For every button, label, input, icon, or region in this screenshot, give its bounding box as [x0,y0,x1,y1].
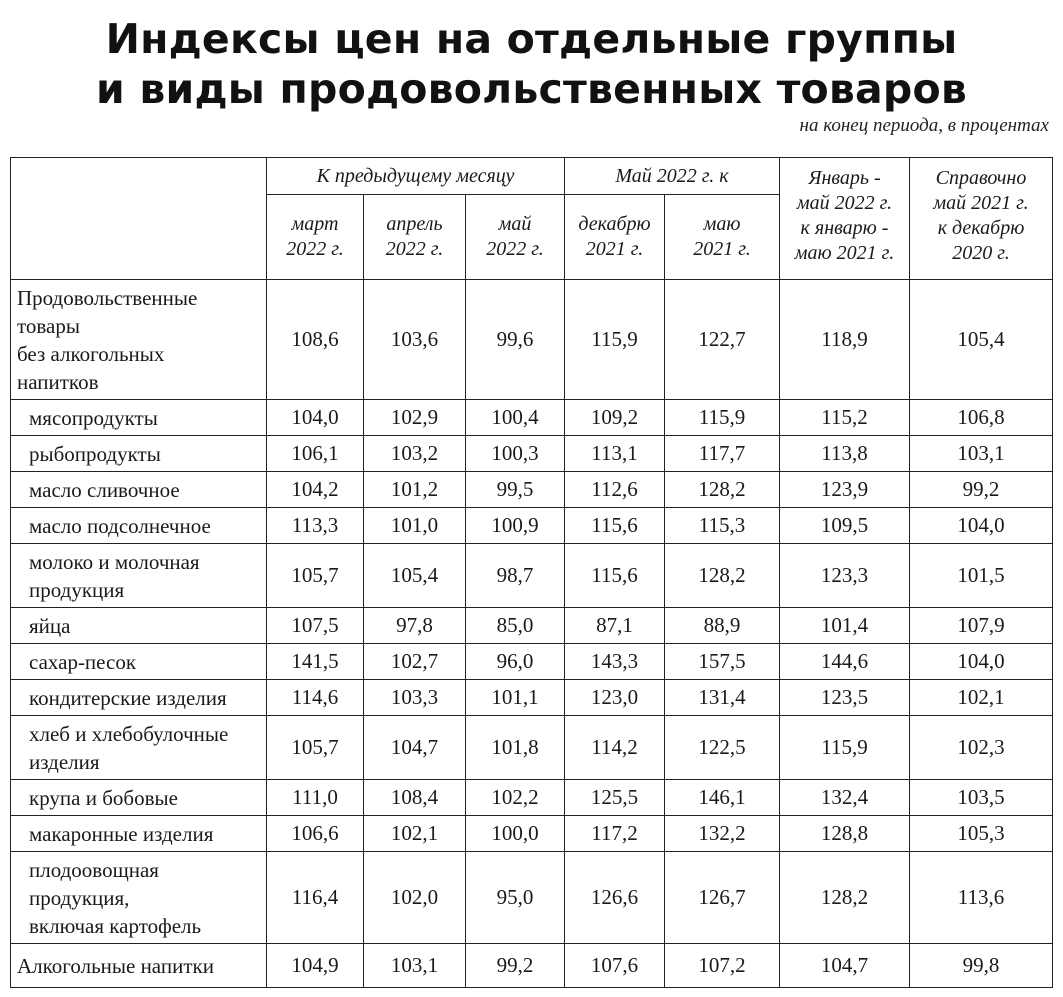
header-may-2022 [466,195,565,280]
row-label-line: товары [17,313,80,338]
row-label [11,644,267,680]
value-cell: 99,2 [910,472,1053,508]
value-cell: 105,7 [267,716,364,780]
row-label-line: рыбопродукты [29,441,161,466]
value-cell: 143,3 [565,644,665,680]
row-label [11,680,267,716]
value-cell: 101,4 [780,608,910,644]
table-row [11,644,1053,680]
value-cell: 102,1 [910,680,1053,716]
row-label-line: без алкогольных [17,341,165,366]
units-note: на конец периода, в процентах [799,115,1049,136]
value-cell: 107,2 [665,944,780,988]
header-march-2022 [267,195,364,280]
table-row [11,544,1053,608]
value-cell: 113,6 [910,852,1053,944]
value-cell: 99,2 [466,944,565,988]
value-cell: 109,5 [780,508,910,544]
value-cell: 122,7 [665,280,780,400]
value-cell: 128,2 [780,852,910,944]
row-label-line: хлеб и хлебобулочные [29,721,229,746]
header-line: Январь - [808,167,881,189]
header-line: 2022 г. [286,238,344,260]
value-cell: 103,2 [364,436,466,472]
value-cell: 107,6 [565,944,665,988]
table-row [11,436,1053,472]
value-cell: 107,5 [267,608,364,644]
value-cell: 144,6 [780,644,910,680]
value-cell: 101,0 [364,508,466,544]
row-label [11,280,267,400]
value-cell: 115,9 [665,400,780,436]
row-label [11,852,267,944]
table-body [11,280,1053,988]
value-cell: 96,0 [466,644,565,680]
row-label [11,472,267,508]
row-label [11,816,267,852]
page-title [0,14,1063,114]
value-cell: 104,9 [267,944,364,988]
value-cell: 103,5 [910,780,1053,816]
row-label [11,608,267,644]
value-cell: 104,2 [267,472,364,508]
header-line: 2022 г. [486,238,544,260]
header-line: маю 2021 г. [794,242,895,264]
table-row [11,508,1053,544]
value-cell: 100,9 [466,508,565,544]
value-cell: 103,6 [364,280,466,400]
header-line: декабрю [578,213,651,235]
header-jan-may [780,158,910,280]
header-line: к декабрю [937,217,1025,239]
value-cell: 102,1 [364,816,466,852]
value-cell: 123,3 [780,544,910,608]
value-cell: 105,4 [364,544,466,608]
table-row [11,400,1053,436]
value-cell: 104,7 [364,716,466,780]
value-cell: 105,7 [267,544,364,608]
header-line: 2020 г. [952,242,1010,264]
table-row [11,780,1053,816]
value-cell: 128,2 [665,544,780,608]
value-cell: 123,0 [565,680,665,716]
header-line: 2022 г. [385,238,444,260]
value-cell: 88,9 [665,608,780,644]
value-cell: 108,6 [267,280,364,400]
row-label-line: кондитерские изделия [29,685,227,710]
row-label-line: изделия [29,749,100,774]
value-cell: 117,7 [665,436,780,472]
row-label-line: крупа и бобовые [29,785,178,810]
value-cell: 117,2 [565,816,665,852]
value-cell: 106,1 [267,436,364,472]
row-label [11,780,267,816]
value-cell: 106,6 [267,816,364,852]
header-line: май 2022 г. [796,192,893,214]
value-cell: 126,7 [665,852,780,944]
value-cell: 102,3 [910,716,1053,780]
value-cell: 115,3 [665,508,780,544]
header-empty-cell [11,158,267,280]
value-cell: 104,7 [780,944,910,988]
table-row [11,680,1053,716]
header-line: 2021 г. [585,238,644,260]
value-cell: 128,2 [665,472,780,508]
header-dec-2021 [565,195,665,280]
value-cell: 101,8 [466,716,565,780]
row-label-line: яйца [29,613,71,638]
header-line: март [291,213,339,235]
value-cell: 104,0 [267,400,364,436]
value-cell: 132,2 [665,816,780,852]
value-cell: 125,5 [565,780,665,816]
header-line: к январю - [800,217,889,239]
row-label [11,436,267,472]
value-cell: 99,5 [466,472,565,508]
row-label-line: сахар-песок [29,649,137,674]
value-cell: 98,7 [466,544,565,608]
value-cell: 115,2 [780,400,910,436]
value-cell: 113,3 [267,508,364,544]
value-cell: 112,6 [565,472,665,508]
row-label [11,400,267,436]
value-cell: 109,2 [565,400,665,436]
header-reference [910,158,1053,280]
table-row [11,280,1053,400]
value-cell: 108,4 [364,780,466,816]
value-cell: 128,8 [780,816,910,852]
value-cell: 87,1 [565,608,665,644]
value-cell: 100,3 [466,436,565,472]
price-index-table [10,157,1053,988]
header-line: 2021 г. [693,238,751,260]
header-line: май 2021 г. [933,192,1029,214]
value-cell: 103,3 [364,680,466,716]
value-cell: 104,0 [910,508,1053,544]
header-line: маю [703,213,741,235]
table-row [11,852,1053,944]
value-cell: 105,4 [910,280,1053,400]
value-cell: 100,4 [466,400,565,436]
value-cell: 123,9 [780,472,910,508]
row-label [11,944,267,988]
row-label-line: макаронные изделия [29,821,214,846]
value-cell: 118,9 [780,280,910,400]
value-cell: 100,0 [466,816,565,852]
header-april-2022 [364,195,466,280]
value-cell: 115,6 [565,544,665,608]
value-cell: 106,8 [910,400,1053,436]
header-group-may-2022: Май 2022 г. к [565,158,780,195]
header-line: Справочно [935,167,1027,189]
value-cell: 102,0 [364,852,466,944]
value-cell: 111,0 [267,780,364,816]
value-cell: 99,6 [466,280,565,400]
row-label-line: Алкогольные напитки [17,953,214,978]
value-cell: 115,6 [565,508,665,544]
row-label-line: плодоовощная [29,857,159,882]
value-cell: 97,8 [364,608,466,644]
header-may-2021 [665,195,780,280]
title-line-1: Индексы цен на отдельные группы [105,15,958,63]
row-label-line: продукция, [29,885,130,910]
value-cell: 123,5 [780,680,910,716]
header-line: май [498,213,532,235]
value-cell: 102,2 [466,780,565,816]
value-cell: 122,5 [665,716,780,780]
value-cell: 131,4 [665,680,780,716]
value-cell: 126,6 [565,852,665,944]
value-cell: 146,1 [665,780,780,816]
value-cell: 132,4 [780,780,910,816]
table-row [11,472,1053,508]
row-label-line: масло сливочное [29,477,180,502]
table-row [11,816,1053,852]
row-label-line: продукция [29,577,125,602]
row-label [11,508,267,544]
value-cell: 115,9 [780,716,910,780]
row-label-line: включая картофель [29,913,202,938]
value-cell: 99,8 [910,944,1053,988]
value-cell: 101,1 [466,680,565,716]
value-cell: 104,0 [910,644,1053,680]
value-cell: 101,2 [364,472,466,508]
value-cell: 113,8 [780,436,910,472]
row-label-line: молоко и молочная [29,549,200,574]
title-line-2: и виды продовольственных товаров [95,65,967,113]
value-cell: 114,6 [267,680,364,716]
value-cell: 103,1 [910,436,1053,472]
table-row [11,608,1053,644]
header-row-1 [11,158,1053,195]
value-cell: 102,9 [364,400,466,436]
row-label-line: мясопродукты [29,405,158,430]
value-cell: 103,1 [364,944,466,988]
value-cell: 85,0 [466,608,565,644]
row-label [11,544,267,608]
value-cell: 116,4 [267,852,364,944]
value-cell: 102,7 [364,644,466,680]
header-line: апрель [386,213,443,235]
value-cell: 101,5 [910,544,1053,608]
row-label-line: Продовольственные [17,285,198,310]
row-label-line: масло подсолнечное [29,513,211,538]
value-cell: 107,9 [910,608,1053,644]
table-row [11,716,1053,780]
row-label [11,716,267,780]
value-cell: 105,3 [910,816,1053,852]
row-label-line: напитков [17,369,99,394]
value-cell: 141,5 [267,644,364,680]
value-cell: 115,9 [565,280,665,400]
value-cell: 157,5 [665,644,780,680]
value-cell: 113,1 [565,436,665,472]
value-cell: 114,2 [565,716,665,780]
table-row [11,944,1053,988]
value-cell: 95,0 [466,852,565,944]
header-group-prev-month: К предыдущему месяцу [267,158,565,195]
